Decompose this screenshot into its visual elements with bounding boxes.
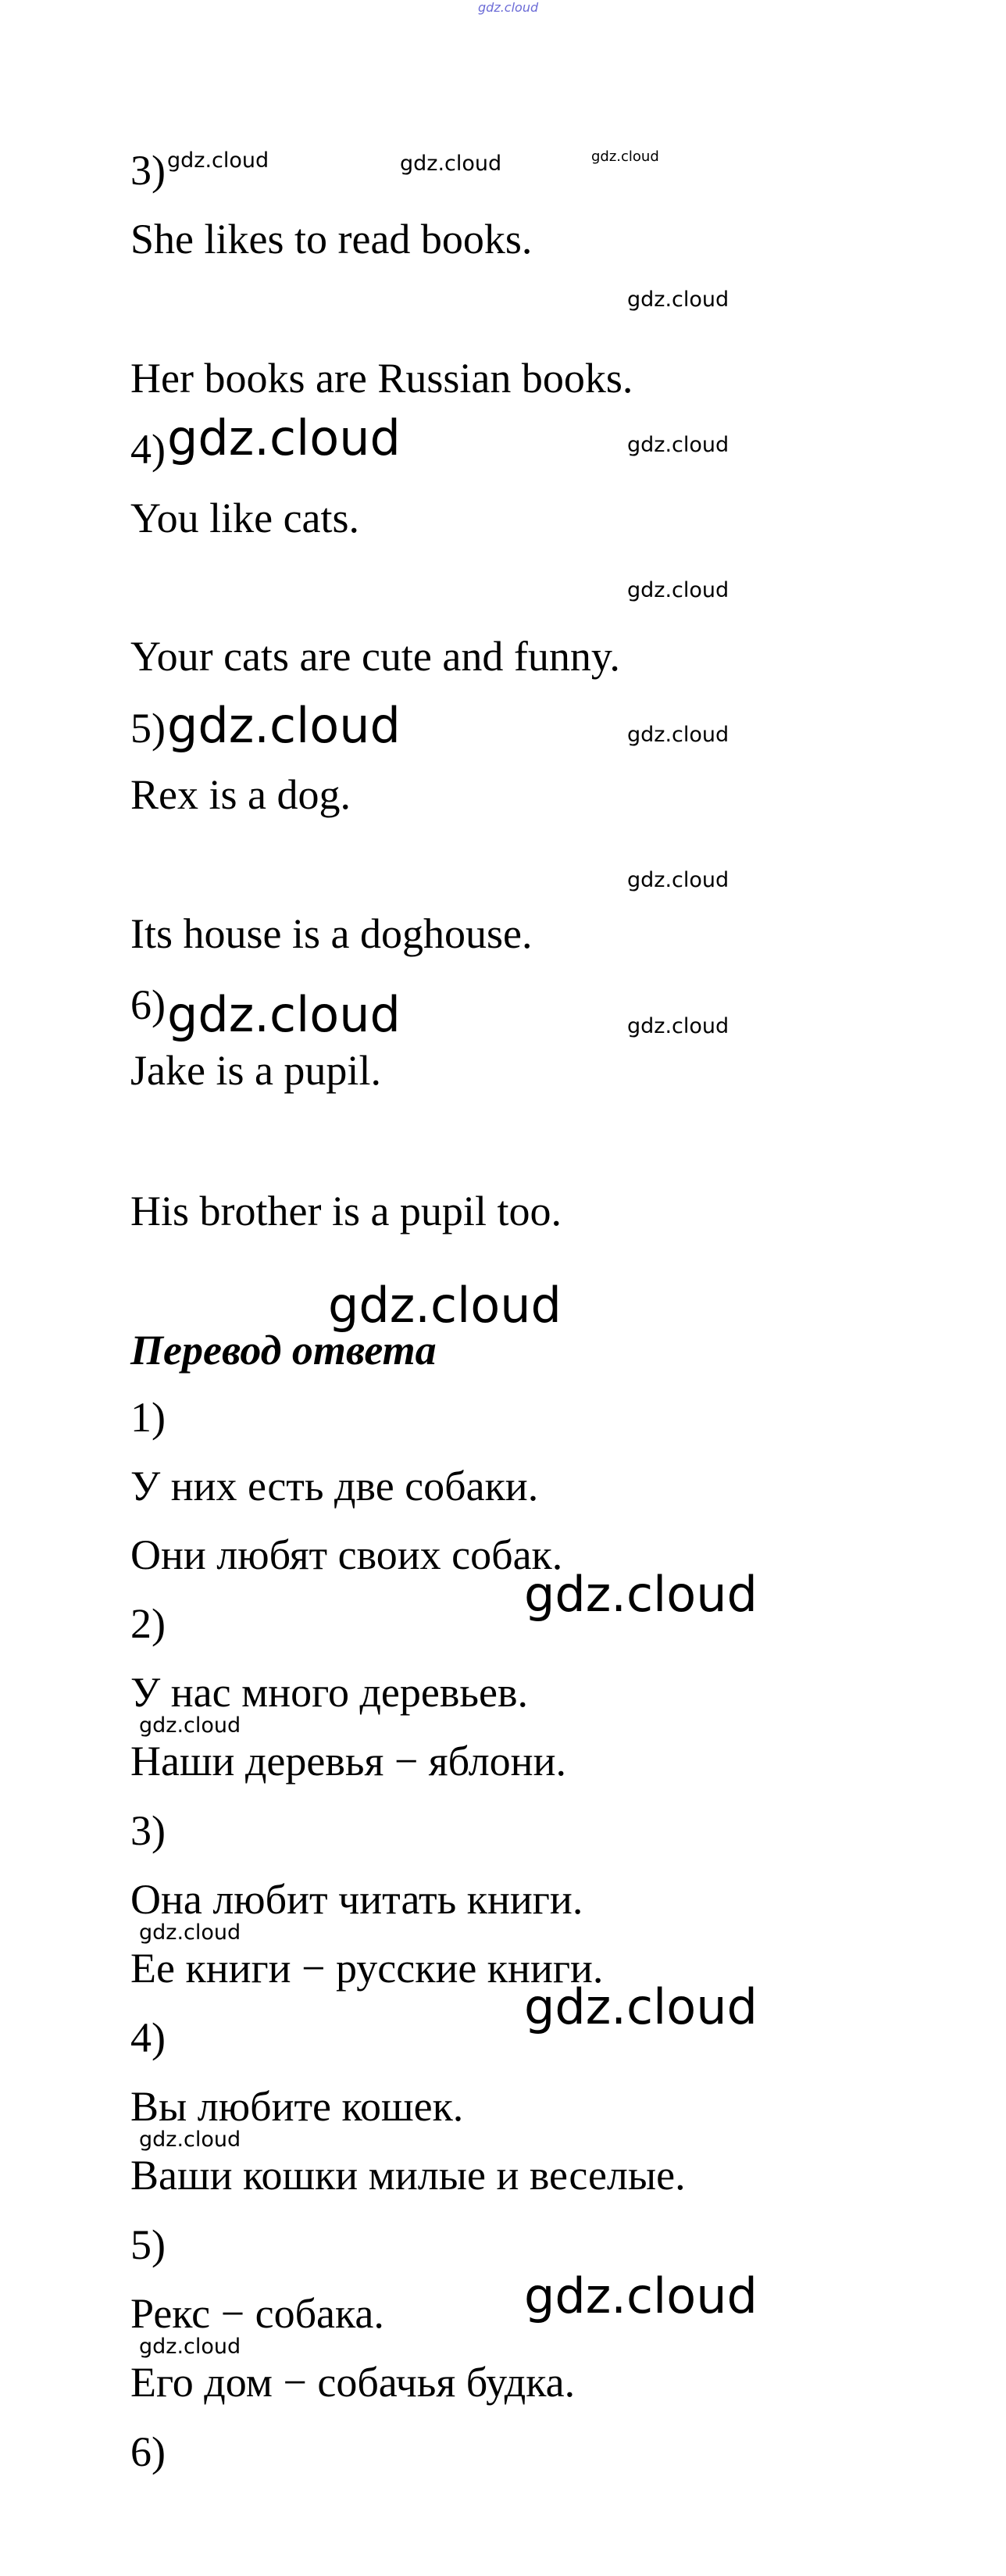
watermark: gdz.cloud [139,2335,241,2359]
translation-sentence: У нас много деревьев. [130,1669,528,1716]
watermark: gdz.cloud [400,152,502,176]
translation-number: 6) [130,2428,166,2475]
answer-sentence: You like cats. [130,495,360,541]
translation-number: 5) [130,2221,166,2268]
answer-sentence: She likes to read books. [130,216,533,263]
watermark-top: gdz.cloud [478,0,539,15]
watermark: gdz.cloud [627,433,730,457]
watermark: gdz.cloud [328,1277,562,1334]
watermark: gdz.cloud [524,1566,758,1623]
translation-sentence: У них есть две собаки. [130,1463,539,1510]
watermark: gdz.cloud [627,723,730,747]
answer-sentence: Her books are Russian books. [130,355,633,402]
translation-number: 1) [130,1394,166,1441]
answer-number: 4) [130,426,166,473]
watermark: gdz.cloud [167,697,401,754]
watermark: gdz.cloud [524,1978,758,2035]
answer-sentence: Jake is a pupil. [130,1047,381,1094]
translation-number: 2) [130,1600,166,1647]
translation-sentence: Его дом − собачья будка. [130,2359,576,2406]
translation-sentence: Ваши кошки милые и веселые. [130,2152,686,2199]
answer-sentence: Rex is a dog. [130,771,351,818]
translation-sentence: Вы любите кошек. [130,2083,464,2130]
translation-number: 4) [130,2014,166,2061]
watermark: gdz.cloud [167,409,401,466]
watermark: gdz.cloud [139,1713,241,1738]
translation-sentence: Ее книги − русские книги. [130,1945,604,1992]
watermark: gdz.cloud [591,148,659,165]
watermark: gdz.cloud [627,868,730,892]
watermark: gdz.cloud [524,2267,758,2324]
answer-sentence: Its house is a doghouse. [130,910,533,957]
translation-sentence: Они любят своих собак. [130,1531,563,1578]
answer-number: 6) [130,981,166,1028]
watermark: gdz.cloud [627,1014,730,1038]
translation-sentence: Она любит читать книги. [130,1876,583,1923]
answer-sentence: Your cats are cute and funny. [130,633,620,680]
translation-heading: Перевод ответа [130,1327,437,1374]
watermark: gdz.cloud [139,2128,241,2152]
watermark: gdz.cloud [627,288,730,312]
watermark: gdz.cloud [139,1920,241,1945]
translation-sentence: Наши деревья − яблони. [130,1738,566,1785]
translation-sentence: Рекс − собака. [130,2290,384,2337]
answer-sentence: His brother is a pupil too. [130,1188,562,1234]
watermark: gdz.cloud [167,986,401,1043]
watermark: gdz.cloud [627,578,730,602]
answer-number: 5) [130,705,166,752]
translation-number: 3) [130,1807,166,1854]
answer-number: 3) [130,147,166,194]
watermark: gdz.cloud [167,148,269,173]
